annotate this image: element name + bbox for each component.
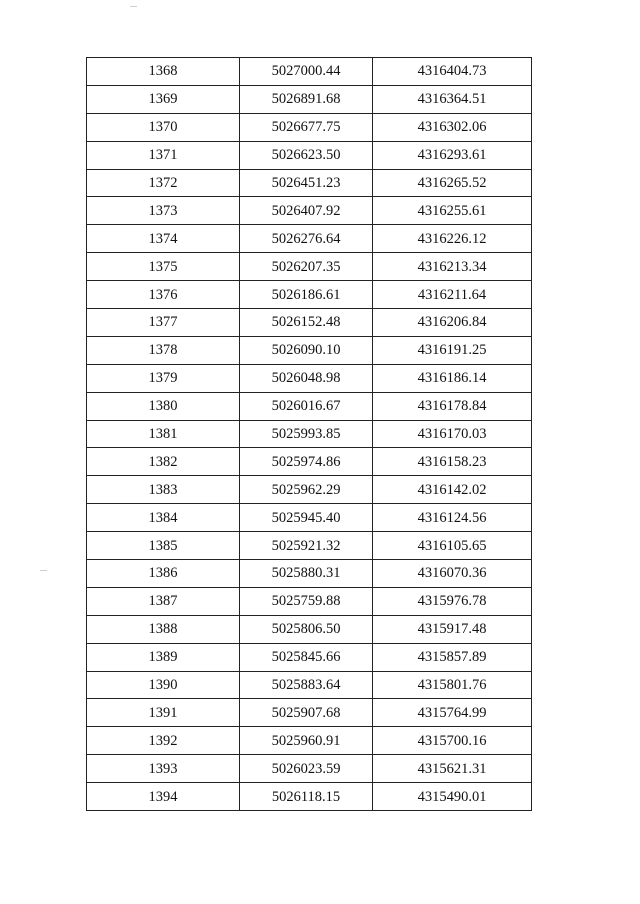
point-number-cell: 1382 (87, 448, 240, 476)
table-row (87, 253, 532, 281)
x-coordinate-cell: 5025962.29 (240, 476, 373, 504)
x-coordinate-cell: 5025845.66 (240, 643, 373, 671)
x-coordinate-cell: 5026451.23 (240, 169, 373, 197)
coordinates-table (86, 57, 532, 811)
y-coordinate-cell: 4315801.76 (373, 671, 532, 699)
table-row (87, 58, 532, 86)
table-row (87, 281, 532, 309)
y-coordinate-cell: 4316158.23 (373, 448, 532, 476)
x-coordinate-cell: 5025960.91 (240, 727, 373, 755)
table-row (87, 141, 532, 169)
point-number-cell: 1390 (87, 671, 240, 699)
x-coordinate-cell: 5027000.44 (240, 58, 373, 86)
table-row (87, 532, 532, 560)
scan-artifact-top (130, 6, 137, 7)
x-coordinate-cell: 5026118.15 (240, 783, 373, 811)
y-coordinate-cell: 4316213.34 (373, 253, 532, 281)
y-coordinate-cell: 4315621.31 (373, 755, 532, 783)
x-coordinate-cell: 5025907.68 (240, 699, 373, 727)
y-coordinate-cell: 4316170.03 (373, 420, 532, 448)
point-number-cell: 1380 (87, 392, 240, 420)
y-coordinate-cell: 4316302.06 (373, 113, 532, 141)
x-coordinate-cell: 5026186.61 (240, 281, 373, 309)
point-number-cell: 1383 (87, 476, 240, 504)
x-coordinate-cell: 5025993.85 (240, 420, 373, 448)
x-coordinate-cell: 5026276.64 (240, 225, 373, 253)
table-row (87, 420, 532, 448)
table-row (87, 504, 532, 532)
point-number-cell: 1373 (87, 197, 240, 225)
x-coordinate-cell: 5026090.10 (240, 336, 373, 364)
point-number-cell: 1371 (87, 141, 240, 169)
point-number-cell: 1375 (87, 253, 240, 281)
x-coordinate-cell: 5025974.86 (240, 448, 373, 476)
x-coordinate-cell: 5026048.98 (240, 364, 373, 392)
table-row (87, 699, 532, 727)
table-row (87, 85, 532, 113)
x-coordinate-cell: 5026016.67 (240, 392, 373, 420)
y-coordinate-cell: 4316178.84 (373, 392, 532, 420)
point-number-cell: 1372 (87, 169, 240, 197)
table-row (87, 671, 532, 699)
table-row (87, 727, 532, 755)
y-coordinate-cell: 4316293.61 (373, 141, 532, 169)
point-number-cell: 1369 (87, 85, 240, 113)
point-number-cell: 1394 (87, 783, 240, 811)
point-number-cell: 1378 (87, 336, 240, 364)
x-coordinate-cell: 5026623.50 (240, 141, 373, 169)
point-number-cell: 1389 (87, 643, 240, 671)
point-number-cell: 1379 (87, 364, 240, 392)
y-coordinate-cell: 4316105.65 (373, 532, 532, 560)
point-number-cell: 1384 (87, 504, 240, 532)
y-coordinate-cell: 4316206.84 (373, 309, 532, 337)
x-coordinate-cell: 5026677.75 (240, 113, 373, 141)
y-coordinate-cell: 4316211.64 (373, 281, 532, 309)
x-coordinate-cell: 5025945.40 (240, 504, 373, 532)
x-coordinate-cell: 5026407.92 (240, 197, 373, 225)
table-row (87, 169, 532, 197)
table-row (87, 336, 532, 364)
x-coordinate-cell: 5025759.88 (240, 587, 373, 615)
table-row (87, 560, 532, 588)
y-coordinate-cell: 4316226.12 (373, 225, 532, 253)
x-coordinate-cell: 5026207.35 (240, 253, 373, 281)
point-number-cell: 1377 (87, 309, 240, 337)
point-number-cell: 1393 (87, 755, 240, 783)
y-coordinate-cell: 4316070.36 (373, 560, 532, 588)
x-coordinate-cell: 5025921.32 (240, 532, 373, 560)
y-coordinate-cell: 4315764.99 (373, 699, 532, 727)
table-row (87, 643, 532, 671)
y-coordinate-cell: 4315490.01 (373, 783, 532, 811)
coordinates-table-body (87, 58, 532, 811)
y-coordinate-cell: 4316124.56 (373, 504, 532, 532)
table-row (87, 476, 532, 504)
x-coordinate-cell: 5025883.64 (240, 671, 373, 699)
y-coordinate-cell: 4316191.25 (373, 336, 532, 364)
point-number-cell: 1381 (87, 420, 240, 448)
y-coordinate-cell: 4315976.78 (373, 587, 532, 615)
table-row (87, 615, 532, 643)
table-row (87, 225, 532, 253)
y-coordinate-cell: 4316255.61 (373, 197, 532, 225)
y-coordinate-cell: 4316404.73 (373, 58, 532, 86)
table-row (87, 392, 532, 420)
point-number-cell: 1368 (87, 58, 240, 86)
x-coordinate-cell: 5026152.48 (240, 309, 373, 337)
table-row (87, 364, 532, 392)
table-row (87, 755, 532, 783)
table-row (87, 113, 532, 141)
table-row (87, 448, 532, 476)
x-coordinate-cell: 5026023.59 (240, 755, 373, 783)
y-coordinate-cell: 4315700.16 (373, 727, 532, 755)
point-number-cell: 1388 (87, 615, 240, 643)
y-coordinate-cell: 4316186.14 (373, 364, 532, 392)
y-coordinate-cell: 4315917.48 (373, 615, 532, 643)
y-coordinate-cell: 4316265.52 (373, 169, 532, 197)
scan-artifact-left (40, 570, 47, 571)
x-coordinate-cell: 5025880.31 (240, 560, 373, 588)
x-coordinate-cell: 5026891.68 (240, 85, 373, 113)
y-coordinate-cell: 4316142.02 (373, 476, 532, 504)
x-coordinate-cell: 5025806.50 (240, 615, 373, 643)
point-number-cell: 1392 (87, 727, 240, 755)
point-number-cell: 1370 (87, 113, 240, 141)
table-row (87, 783, 532, 811)
point-number-cell: 1386 (87, 560, 240, 588)
table-row (87, 309, 532, 337)
point-number-cell: 1374 (87, 225, 240, 253)
table-row (87, 197, 532, 225)
y-coordinate-cell: 4316364.51 (373, 85, 532, 113)
table-row (87, 587, 532, 615)
point-number-cell: 1387 (87, 587, 240, 615)
point-number-cell: 1391 (87, 699, 240, 727)
point-number-cell: 1376 (87, 281, 240, 309)
y-coordinate-cell: 4315857.89 (373, 643, 532, 671)
point-number-cell: 1385 (87, 532, 240, 560)
